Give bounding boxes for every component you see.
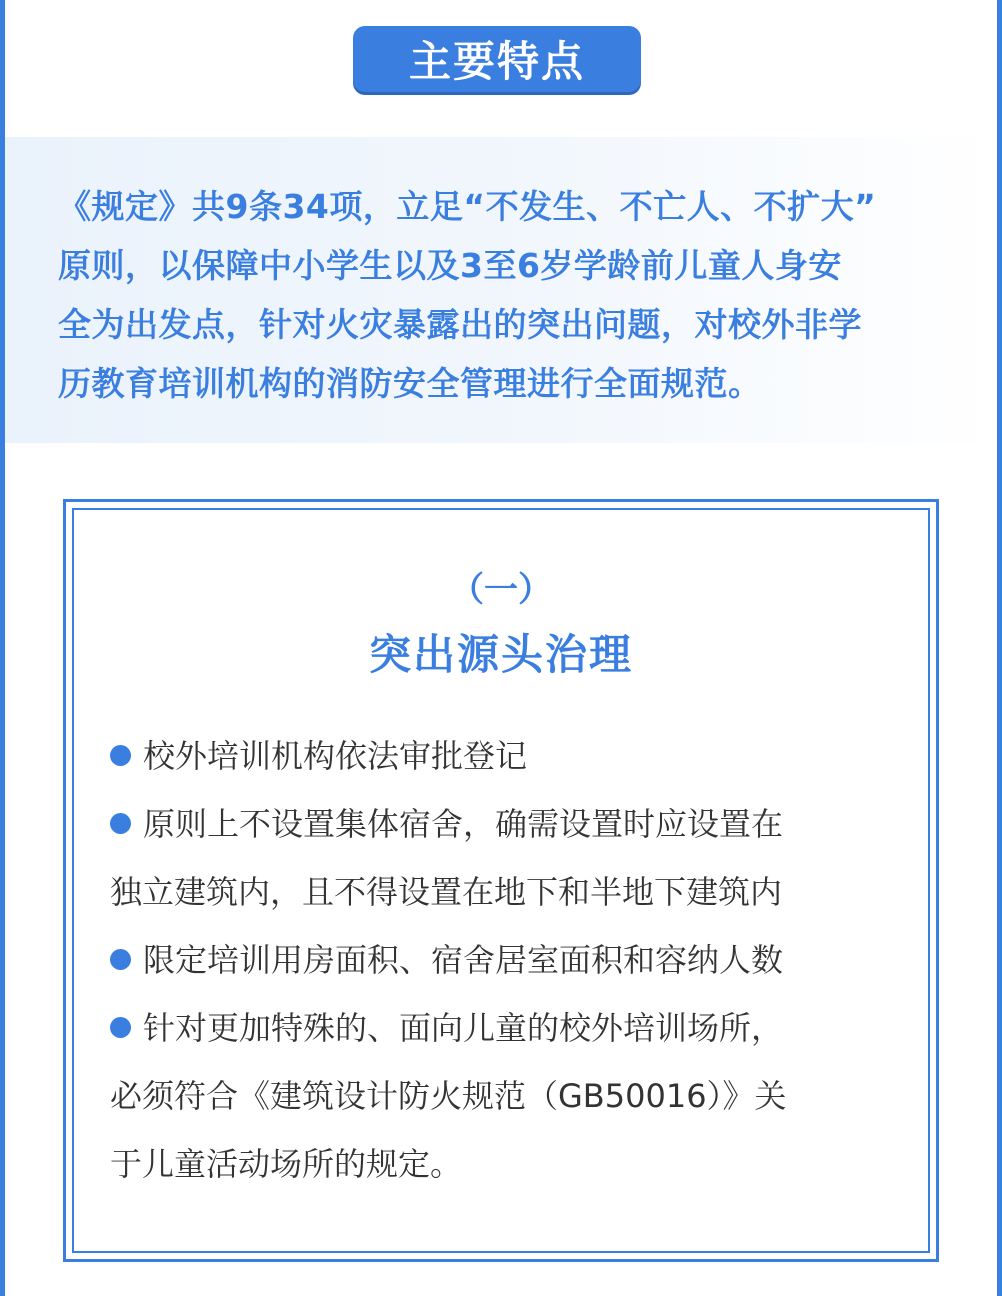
list-item-text: 限定培训用房面积、宿舍居室面积和容纳人数 <box>143 941 784 979</box>
header-title: 主要特点 <box>408 37 585 86</box>
bullet-dot-icon <box>110 813 131 834</box>
list-item-text: 独立建筑内，且不得设置在地下和半地下建筑内 <box>110 873 783 911</box>
intro-line: 原则，以保障中小学生以及3至6岁学龄前儿童人身安 <box>58 246 842 285</box>
section-title: 突出源头治理 <box>368 630 633 679</box>
list-item-text: 原则上不设置集体宿舍，确需设置时应设置在 <box>143 805 784 843</box>
section-number: （一） <box>450 570 552 610</box>
key-points-list <box>110 722 910 1198</box>
intro-line: 《规定》共9条34项，立足“不发生、不亡人、不扩大” <box>58 187 877 226</box>
list-item-text: 于儿童活动场所的规定。 <box>110 1145 463 1183</box>
list-item <box>110 926 910 994</box>
list-item-text: 校外培训机构依法审批登记 <box>143 737 528 775</box>
list-item <box>110 994 910 1198</box>
list-item-text: 必须符合《建筑设计防火规范（GB50016）》关 <box>110 1077 787 1115</box>
intro-line: 全为出发点，针对火灾暴露出的突出问题，对校外非学 <box>58 305 862 344</box>
section-header-badge <box>353 26 641 92</box>
bullet-dot-icon <box>110 949 131 970</box>
list-item-text: 针对更加特殊的、面向儿童的校外培训场所， <box>143 1009 784 1047</box>
list-item <box>110 722 910 790</box>
list-item <box>110 790 910 926</box>
bullet-dot-icon <box>110 745 131 766</box>
bullet-dot-icon <box>110 1017 131 1038</box>
page-frame-right <box>997 0 1002 1296</box>
intro-paragraph <box>58 177 958 413</box>
intro-line: 历教育培训机构的消防安全管理进行全面规范。 <box>58 364 762 403</box>
